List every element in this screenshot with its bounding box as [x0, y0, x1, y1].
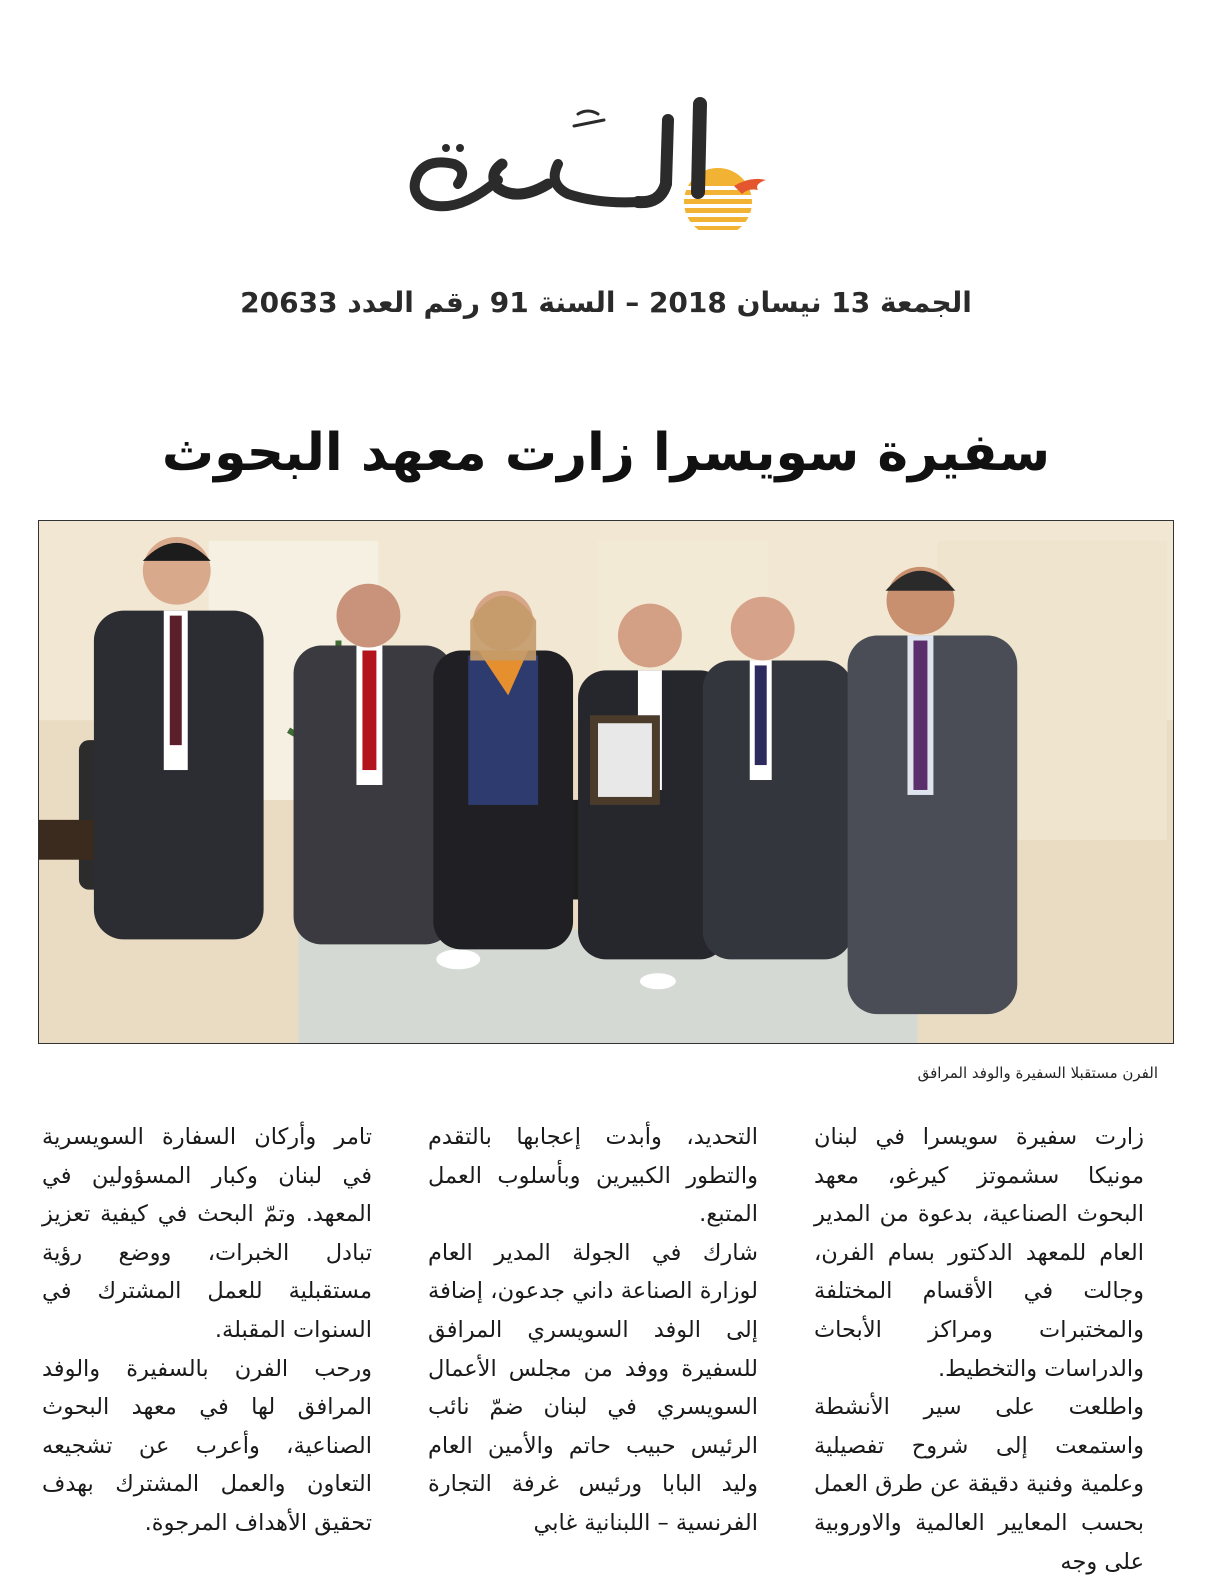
photo-caption: الفرن مستقبلا السفيرة والوفد المرافق [917, 1064, 1158, 1082]
article-paragraph: ورحب الفرن بالسفيرة والوفد المرافق لها في معهد البحوث الصناعية، وأعرب عن تشجيعه التعاون والعمل المشترك بهدف تحقيق الأهداف المرجوة. [42, 1355, 372, 1536]
article-paragraph: شارك في الجولة المدير العام لوزارة الصناعة داني جدعون، إضافة إلى الوفد السويسري المرافق للسفيرة ووفد من مجلس الأعمال السويسري في لبنان ضمّ نائب الرئيس حبيب حاتم والأمين العام وليد البابا ورئيس غرفة التجارة الفرنسية – اللبنانية غابي [428, 1239, 758, 1536]
article-paragraph: تامر وأركان السفارة السويسرية في لبنان وكبار المسؤولين في المعهد. وتمّ البحث في كيفية تعزيز تبادل الخبرات، ووضع رؤية مستقبلية للعمل المشترك في السنوات المقبلة. [42, 1124, 372, 1343]
article-column-2 [428, 1118, 758, 1558]
article-column-1 [814, 1118, 1144, 1575]
newspaper-logo [398, 84, 790, 234]
article-photo [38, 520, 1174, 1044]
article-paragraph: التحديد، وأبدت إعجابها بالتقدم والتطور الكبيرين وبأسلوب العمل المتبع. [428, 1124, 758, 1228]
article-paragraph: زارت سفيرة سويسرا في لبنان مونيكا سشموتز كيرغو، معهد البحوث الصناعية، بدعوة من المدير العام للمعهد الدكتور بسام الفرن، وجالت في الأقسام المختلفة والمختبرات ومراكز الأبحاث والدراسات والتخطيط. [814, 1124, 1144, 1382]
logo-calligraphy [415, 104, 700, 206]
page-title: سفيرة سويسرا زارت معهد البحوث [161, 423, 1051, 483]
article-column-3 [42, 1118, 372, 1558]
issue-dateline: الجمعة 13 نيسان 2018 – السنة 91 رقم العدد 20633 [240, 286, 972, 319]
article-paragraph: واطلعت على سير الأنشطة واستمعت إلى شروح تفصيلية وعلمية وفنية دقيقة عن طرق العمل بحسب المعايير العالمية والاوروبية على وجه [814, 1394, 1144, 1575]
